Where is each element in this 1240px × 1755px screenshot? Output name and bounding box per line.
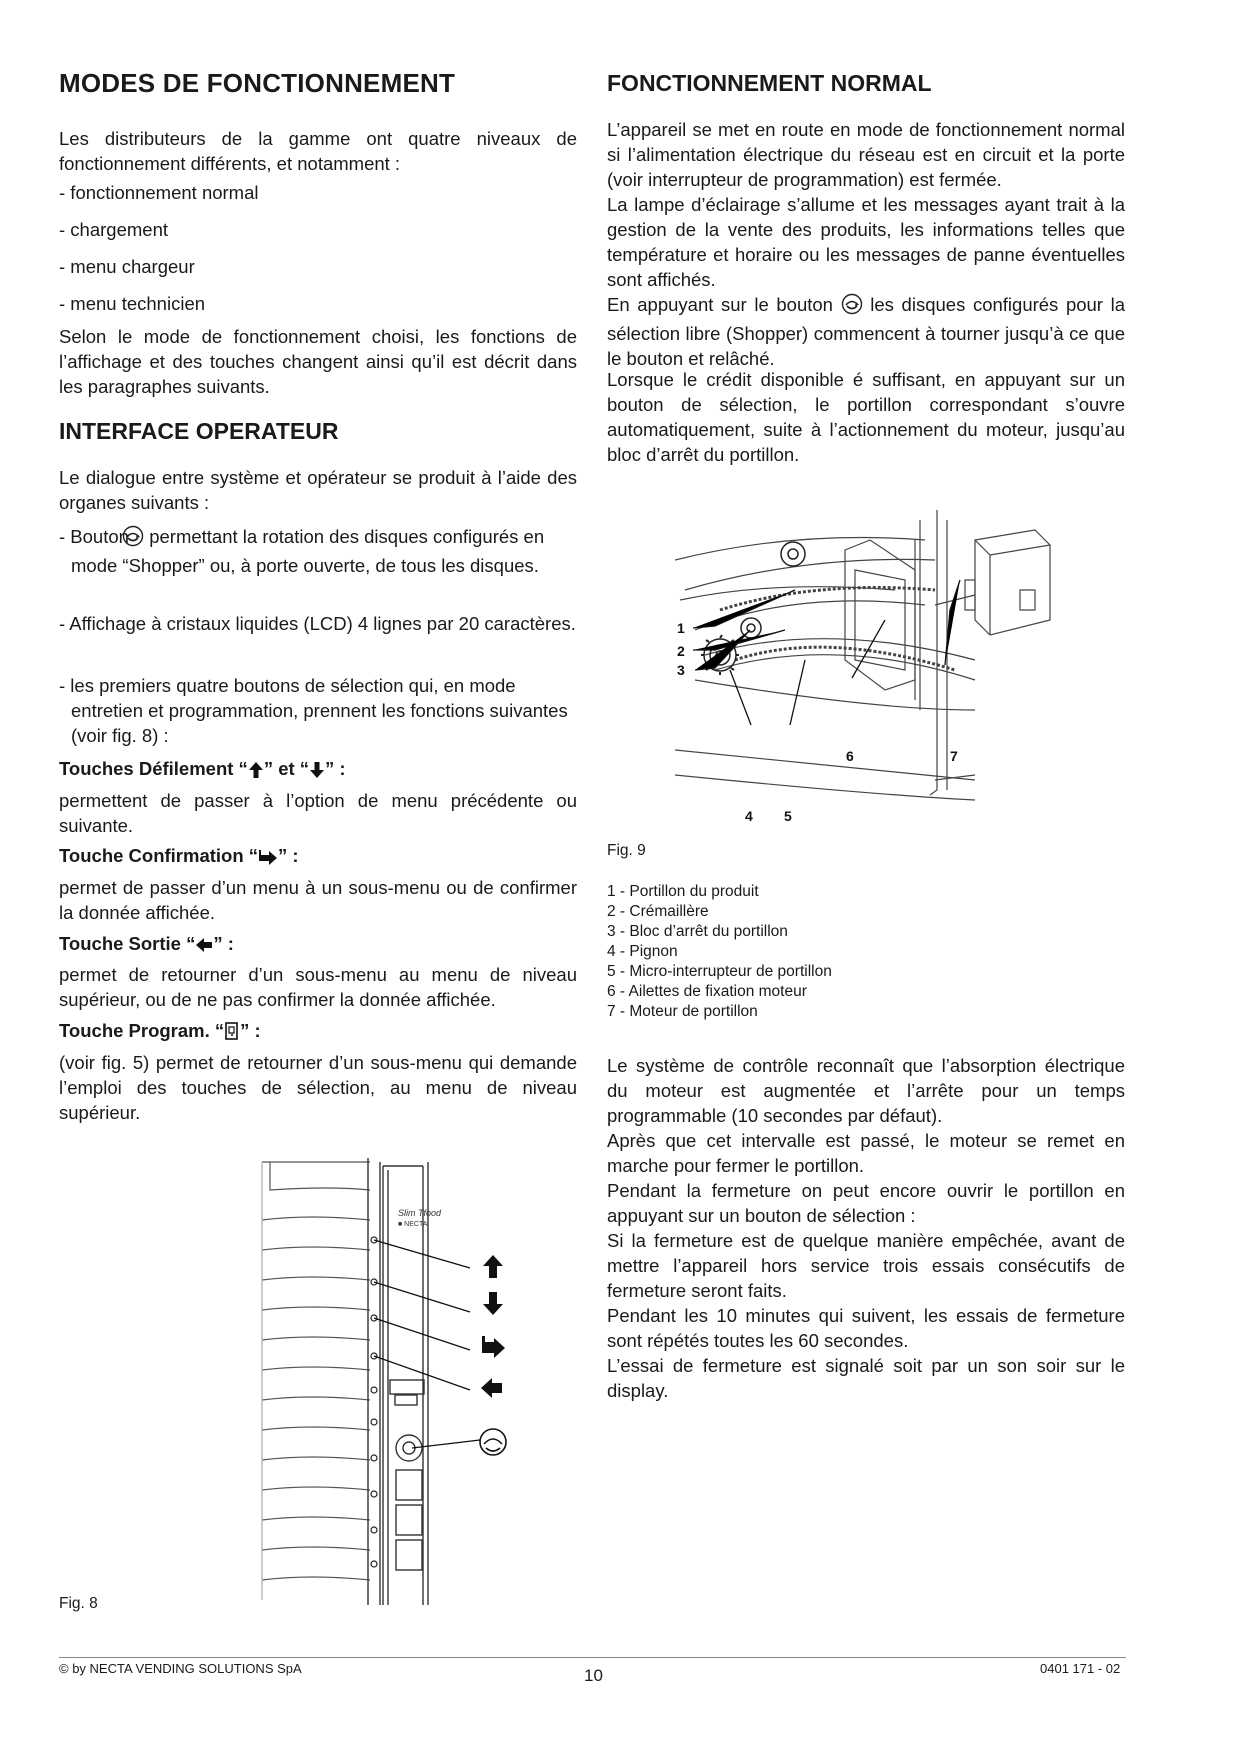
figure-9 — [675, 510, 1095, 840]
legend-item: 7 - Moteur de portillon — [607, 1003, 758, 1020]
program-key-title — [59, 1020, 261, 1046]
fig9-label: 7 — [950, 748, 958, 764]
figure-8-caption: Fig. 8 — [59, 1595, 98, 1612]
arrow-down-icon — [309, 761, 325, 784]
rotation-button-icon — [134, 525, 144, 553]
fig9-label: 3 — [677, 662, 685, 678]
svg-text:■ NECTA: ■ NECTA — [398, 1221, 428, 1228]
normal-para-7: Pendant la fermeture on peut encore ouvrir le portillon en appuyant sur un bouton de sélection : — [607, 1180, 1125, 1226]
fig9-label: 1 — [677, 620, 685, 636]
legend-item: 4 - Pignon — [607, 943, 678, 960]
normal-para-2: La lampe d’éclairage s’allume et les messages ayant trait à la gestion de la vente des produits, les informations telles que température et horaire ou les messages de panne éventuelles sont affichés. — [607, 194, 1125, 290]
scroll-keys-title — [59, 758, 346, 784]
scroll-keys-text: permettent de passer à l’option de menu précédente ou suivante. — [59, 790, 577, 836]
legend-item: 6 - Ailettes de fixation moteur — [607, 983, 807, 1000]
fig9-label: 5 — [784, 808, 792, 824]
footer-copyright: © by NECTA VENDING SOLUTIONS SpA — [59, 1661, 302, 1676]
section-title-interface: INTERFACE OPERATEUR — [59, 418, 339, 444]
normal-para-3-b: les disques configurés pour la sélection libre (Shopper) commencent à tourner jusqu’à ce que le bouton et relâché. — [607, 294, 1126, 369]
confirm-key-text: permet de passer d’un menu à un sous-menu ou de confirmer la donnée affichée. — [59, 877, 577, 923]
interface-intro: Le dialogue entre système et opérateur se produit à l’aide des organes suivants : — [59, 467, 577, 513]
mode-item: - menu chargeur — [59, 256, 195, 277]
confirm-title-part: Touche Confirmation “ — [59, 845, 259, 866]
rotation-button-icon — [841, 293, 863, 321]
program-key-text: (voir fig. 5) permet de retourner d’un sous-menu qui demande l’emploi des touches de sélection, au menu de niveau supérieur. — [59, 1052, 577, 1123]
figure-8 — [240, 1150, 540, 1610]
normal-para-8: Si la fermeture est de quelque manière empêchée, avant de mettre l’appareil hors service trois essais consécutifs de fermeture seront faits. — [607, 1230, 1125, 1301]
program-title-part: ” : — [240, 1020, 261, 1041]
exit-title-part: ” : — [213, 933, 234, 954]
modes-description: Selon le mode de fonctionnement choisi, les fonctions de l’affichage et des touches changent ainsi qu’il est décrit dans les paragraphes suivants. — [59, 326, 577, 397]
scroll-title-part: ” et “ — [263, 758, 310, 779]
legend-item: 3 - Bloc d’arrêt du portillon — [607, 923, 788, 940]
svg-text:Slim Tfood: Slim Tfood — [398, 1208, 442, 1218]
normal-para-4: Lorsque le crédit disponible é suffisant, en appuyant sur un bouton de sélection, le portillon correspondant s’ouvre automatiquement, suite à l’actionnement du moteur, jusqu’au bloc d’arrêt du portillon. — [607, 369, 1125, 465]
exit-arrow-icon — [195, 936, 213, 959]
legend-item: 5 - Micro-interrupteur de portillon — [607, 963, 832, 980]
modes-intro: Les distributeurs de la gamme ont quatre niveaux de fonctionnement différents, et notamment : — [59, 128, 577, 174]
confirm-key-title — [59, 845, 299, 871]
fig9-label: 2 — [677, 643, 685, 659]
section-title-normal: FONCTIONNEMENT NORMAL — [607, 70, 932, 96]
normal-para-9: Pendant les 10 minutes qui suivent, les essais de fermeture sont répétés toutes les 60 secondes. — [607, 1305, 1125, 1351]
scroll-title-part: ” : — [325, 758, 346, 779]
normal-para-6: Après que cet intervalle est passé, le moteur se remet en marche pour fermer le portillon. — [607, 1130, 1125, 1176]
interface-item-selection: - les premiers quatre boutons de sélection qui, en mode entretien et programmation, prennent les fonctions suivantes (voir fig. 8) : — [59, 675, 568, 746]
legend-item: 1 - Portillon du produit — [607, 883, 759, 900]
mode-item: - fonctionnement normal — [59, 182, 259, 203]
normal-para-5: Le système de contrôle reconnaît que l’absorption électrique du moteur est augmentée et l’arrête pour un temps programmable (10 secondes par défaut). — [607, 1055, 1125, 1126]
section-title-modes: MODES DE FONCTIONNEMENT — [59, 68, 456, 98]
exit-title-part: Touche Sortie “ — [59, 933, 196, 954]
fig9-label: 4 — [745, 808, 753, 824]
normal-para-3 — [607, 292, 1125, 371]
program-key-icon — [224, 1021, 240, 1046]
confirm-title-part: ” : — [278, 845, 299, 866]
interface-item-lcd: - Affichage à cristaux liquides (LCD) 4 lignes par 20 caractères. — [59, 613, 576, 634]
normal-para-1: L’appareil se met en route en mode de fonctionnement normal si l’alimentation électrique du réseau est en circuit et la porte (voir interrupteur de programmation) est fermée. — [607, 119, 1125, 190]
legend-item: 2 - Crémaillère — [607, 903, 709, 920]
mode-item: - menu technicien — [59, 293, 206, 314]
normal-para-10: L’essai de fermeture est signalé soit par un son soir sur le display. — [607, 1355, 1125, 1401]
exit-key-title — [59, 933, 234, 959]
arrow-up-icon — [248, 761, 264, 784]
interface-item-button — [59, 524, 581, 578]
fig9-label: 6 — [846, 748, 854, 764]
confirm-arrow-icon — [258, 848, 278, 871]
mode-item: - chargement — [59, 219, 168, 240]
page-number: 10 — [584, 1666, 603, 1685]
exit-key-text: permet de retourner d’un sous-menu au menu de niveau supérieur, ou de ne pas confirmer la donnée affichée. — [59, 964, 577, 1010]
footer-divider — [59, 1657, 1126, 1658]
interface-item-button-label: - Bouton — [59, 526, 129, 547]
normal-para-3-a: En appuyant sur le bouton — [607, 294, 833, 315]
figure-9-caption: Fig. 9 — [607, 842, 646, 859]
program-title-part: Touche Program. “ — [59, 1020, 225, 1041]
document-code: 0401 171 - 02 — [1040, 1661, 1121, 1676]
interface-item-button-text: permettant la rotation des disques configurés en mode “Shopper” ou, à porte ouverte, de tous les disques. — [71, 526, 545, 576]
scroll-title-part: Touches Défilement “ — [59, 758, 248, 779]
